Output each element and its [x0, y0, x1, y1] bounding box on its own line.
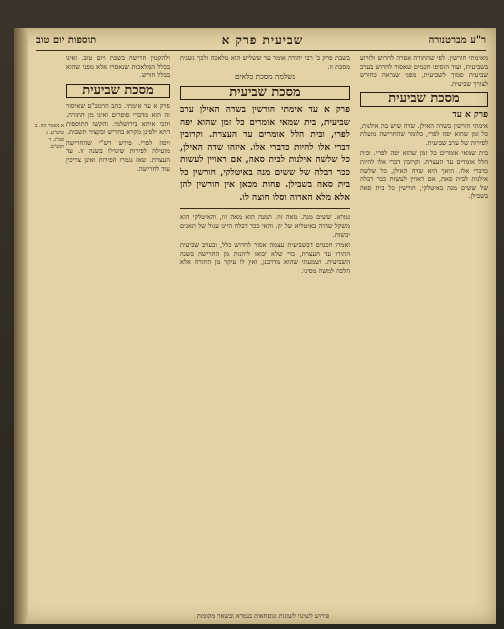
page-header	[36, 32, 486, 48]
page-footer: פירוש לשינוי לשונות ונוסחאות בגמרא ובשאר מקומות	[196, 612, 330, 620]
tractate-title-left: מסכת שביעית	[66, 84, 170, 99]
separator	[180, 208, 350, 209]
header-left: תוספות יום טוב	[36, 34, 97, 46]
commentary-paragraph: בית שמאי אומרים כל זמן שהוא יפה לפרי. ובית הלל אומרים עד העצרת. וקרובין דברי אלו להיות כדברי אלו. היאך היא שדה האילן, כל שלשה אילנות לבית סאה, אם ראויין לעשות ככר דבלה של ששים מנה באיטלקי, חורשין כל בית סאה בשבילן.	[360, 149, 488, 201]
book-page	[14, 28, 496, 624]
header-title: שביעית פרק א	[221, 32, 304, 47]
commentary-paragraph: מאימתי חורשין. לפי שהתורה אסרה לחרוש ולזרוע בשביעית, ועוד הוסיפו חכמים שאסור לחרוש בערב שביעית סמוך לשביעית, מפני שנראה כחורש לצורך שביעית.	[360, 54, 488, 88]
tractate-title-box: מסכת שביעית	[360, 92, 488, 107]
gemara-paragraph: גמרא. ששים מנה. מאה זוז. המנה הוא מאה זוז, והאיטלקי הוא משקל שהיה באיטליא של יון. והאי ככר דבלה היינו עגול של תאנים יבשות.	[180, 213, 350, 239]
chapter-heading: פרק א עד	[452, 109, 488, 120]
commentary-paragraph: ויפה לפרי. פירש רש"י שהחרישה מועילה לפירות שיגדלו בשנה זו. עד העצרת. שאז נגמרו הפירות ואינן צריכין עוד לחרישה.	[66, 138, 170, 173]
gemara-paragraph: ואמרו חכמים דבשביעית עצמה אסור לחרוש כלל, ובערב שביעית התירו עד העצרת, כדי שלא יבואו ליהנות מן החרישה בשנה השביעית. ושמעתי שהוא מדרבנן, ואין לו עיקר מן התורה אלא הלכה למשה מסיני.	[180, 241, 350, 275]
section-note: נשלמה מסכת כלאים	[234, 72, 296, 82]
header-right: ר"ע מברטנורה	[428, 34, 486, 46]
tractate-title-center: מסכת שביעית	[180, 86, 350, 101]
commentary-paragraph: ולהקטין חרישה בשבת ויום טוב. ואינו בכלל המלאכות שנאסרו אלא מפני שהוא בכלל חורש.	[66, 54, 170, 80]
main-text-column	[180, 54, 350, 608]
main-intro: בשבת פרק ב' רבי יהודה אומר עד ששליש הוא מלאכה ולכך נשנית מסכת זו.	[180, 54, 350, 71]
mishnah-text: פרק א עד אימתי חורשין בשדה האילן ערב שביעית, בית שמאי אומרים כל זמן שהוא יפה לפרי, ובית הלל אומרים עד העצרת. וקרובין דברי אלו להיות כדברי אלו. איזהו שדה האילן, כל שלשה אילנות לבית סאה, אם ראויין לעשות ככר דבלה של ששים מנה באיטלקי, חורשין כל בית סאה בשבילן. פחות מכאן אין חורשין להן אלא מלא הארוה וסלו חוצה לו.	[180, 105, 350, 203]
header-rule	[36, 50, 486, 51]
page-edge	[14, 28, 28, 624]
commentary-paragraph: פרק א עד אימתי. כתב הרמב"ם שאיסור זה הוא מדברי סופרים ואינו מן התורה. והכי איתא בירושלמי. והקשו התוספות דהא ילפינן מקרא בחריש ובקציר תשבות.	[66, 102, 170, 137]
margin-notes: א מאמר מה. ב טוש"ע. ג סמ"ג. ד רמב"ם.	[35, 123, 64, 150]
commentary-paragraph: אימתי חורשין בשדה האילן. שדה שיש בה אילנות, כל זמן שהוא יפה לפרי, כלומר שהחרישה מועלת לפירות של ערב שביעית.	[360, 121, 488, 147]
commentary-right-column	[360, 54, 488, 608]
commentary-left-column	[66, 54, 170, 608]
